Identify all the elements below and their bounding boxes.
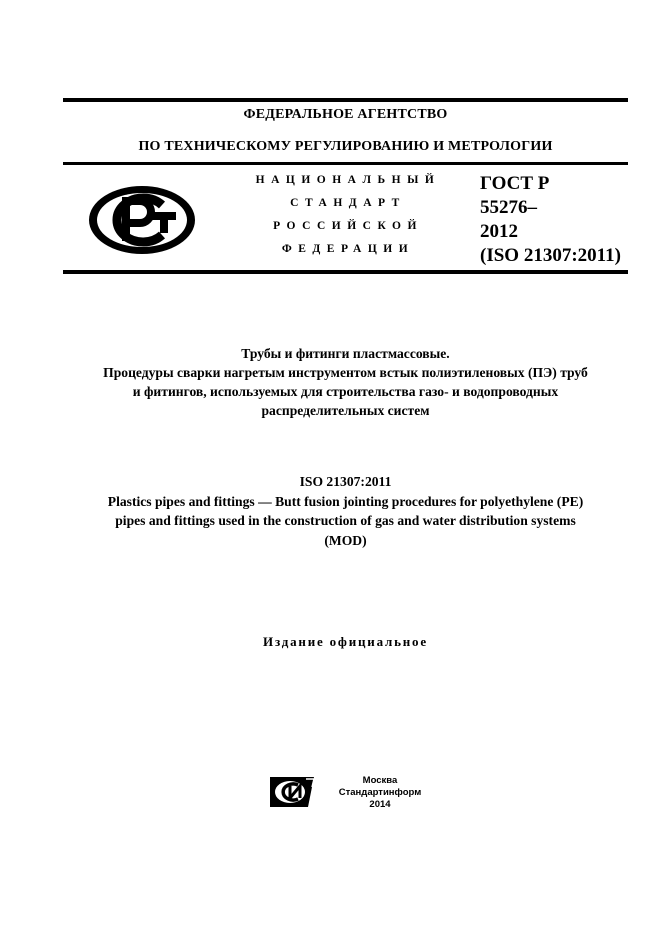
russian-title-line-2: Процедуры сварки нагретым инструментом встык полиэтиленовых (ПЭ) труб <box>103 365 588 380</box>
russian-title <box>63 344 628 420</box>
english-title-line-3: (MOD) <box>324 532 367 548</box>
middle-rule <box>63 162 628 165</box>
designation-line-2: 55276– <box>480 197 537 218</box>
publisher-city: Москва <box>362 775 398 786</box>
publisher-imprint <box>320 775 440 811</box>
edition-label: Издание официальное <box>263 634 428 649</box>
standard-type-word-4: ФЕДЕРАЦИИ <box>281 243 415 255</box>
bottom-rule <box>63 270 628 274</box>
designation-line-4: (ISO 21307:2011) <box>480 245 621 266</box>
english-title-line-2: pipes and fittings used in the construction of gas and water distribution systems <box>115 513 576 528</box>
russian-title-line-4: распределительных систем <box>261 403 430 418</box>
top-rule <box>63 98 628 102</box>
english-title-line-1: Plastics pipes and fittings — Butt fusion jointing procedures for polyethylene (PE) <box>107 493 584 509</box>
standartinform-logo-icon <box>268 775 316 809</box>
gost-logo-icon <box>86 183 198 257</box>
russian-title-line-1: Трубы и фитинги пластмассовые. <box>241 346 450 361</box>
standard-designation <box>480 172 630 268</box>
english-title <box>63 472 628 550</box>
agency-name-line-1: ФЕДЕРАЛЬНОЕ АГЕНТСТВО <box>243 107 448 122</box>
agency-name-line-2: ПО ТЕХНИЧЕСКОМУ РЕГУЛИРОВАНИЮ И МЕТРОЛОГИИ <box>138 139 553 154</box>
standard-type-word-2: СТАНДАРТ <box>290 197 406 209</box>
designation-line-1: ГОСТ Р <box>480 173 550 194</box>
publisher-name: Стандартинформ <box>338 787 422 798</box>
standard-type-word-3: РОССИЙСКОЙ <box>273 220 423 232</box>
russian-title-line-3: и фитингов, используемых для строительства газо- и водопроводных <box>132 384 559 399</box>
iso-standard-number: ISO 21307:2011 <box>299 474 392 489</box>
publication-year: 2014 <box>369 799 391 810</box>
standard-type-word-1: НАЦИОНАЛЬНЫЙ <box>255 174 441 186</box>
designation-line-3: 2012 <box>480 221 518 242</box>
